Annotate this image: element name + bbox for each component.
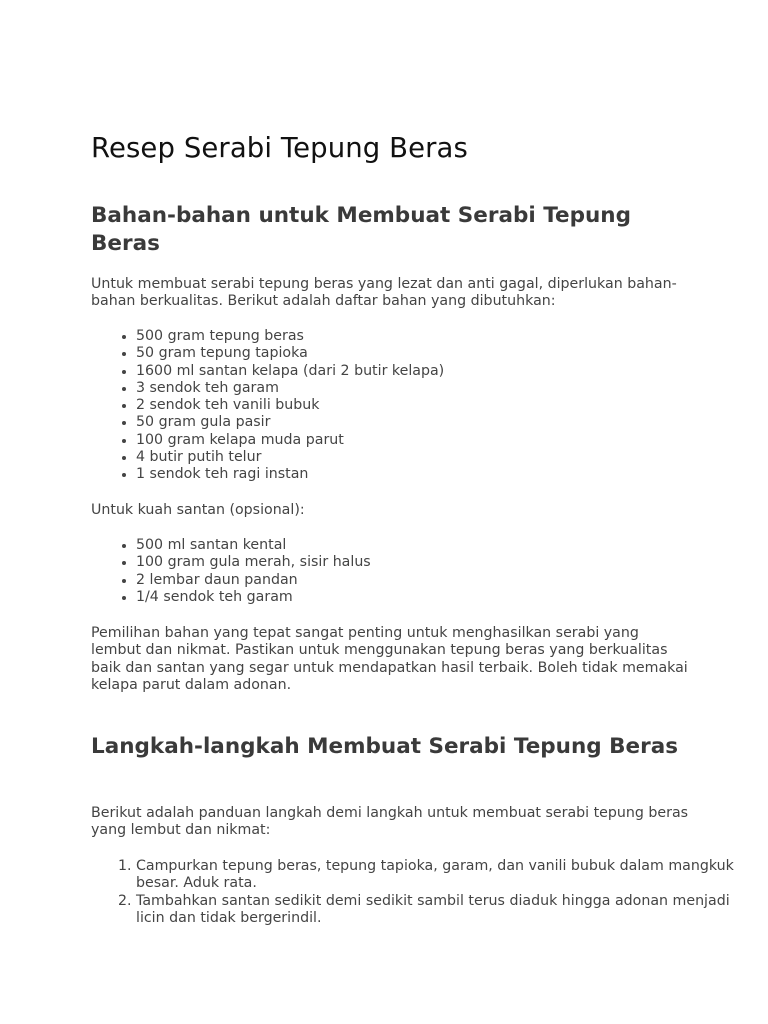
list-item: • 4 butir putih telur — [136, 449, 736, 466]
sauce-ingredients-list — [91, 537, 736, 606]
steps-list — [91, 858, 736, 927]
list-item: • 2 lembar daun pandan — [136, 572, 736, 589]
list-item: • 1600 ml santan kelapa (dari 2 butir kelapa) — [136, 363, 736, 380]
ingredients-list — [91, 328, 736, 484]
page-title: Resep Serabi Tepung Beras — [91, 132, 468, 164]
ingredients-intro: Untuk membuat serabi tepung beras yang lezat dan anti gagal, diperlukan bahan-bahan berkualitas. Berikut adalah daftar bahan yang dibutuhkan: — [91, 276, 677, 310]
ingredients-closing: Pemilihan bahan yang tepat sangat penting untuk menghasilkan serabi yang lembut dan nikmat. Pastikan untuk menggunakan tepung beras yang berkualitas baik dan santan yang segar untuk mendapatkan hasil terbaik. Boleh tidak memakai kelapa parut dalam adonan. — [91, 625, 688, 693]
steps-intro: Berikut adalah panduan langkah demi langkah untuk membuat serabi tepung beras yang lembut dan nikmat: — [91, 805, 689, 839]
list-item: • 500 gram tepung beras — [136, 328, 736, 345]
list-item: 2. Tambahkan santan sedikit demi sedikit sambil terus diaduk hingga adonan menjadi licin dan tidak bergerindil. — [136, 893, 736, 928]
list-item: • 3 sendok teh garam — [136, 380, 736, 397]
list-item: • 100 gram kelapa muda parut — [136, 432, 736, 449]
list-item: 1. Campurkan tepung beras, tepung tapioka, garam, dan vanili bubuk dalam mangkuk besar. Aduk rata. — [136, 858, 736, 893]
list-item: • 1/4 sendok teh garam — [136, 589, 736, 606]
list-item: • 2 sendok teh vanili bubuk — [136, 397, 736, 414]
list-item: • 50 gram gula pasir — [136, 414, 736, 431]
section-heading-ingredients: Bahan-bahan untuk Membuat Serabi Tepung Beras — [91, 203, 631, 256]
list-item: • 500 ml santan kental — [136, 537, 736, 554]
section-heading-steps: Langkah-langkah Membuat Serabi Tepung Beras — [91, 734, 679, 759]
sauce-label: Untuk kuah santan (opsional): — [91, 502, 305, 518]
list-item: • 1 sendok teh ragi instan — [136, 466, 736, 483]
list-item: • 50 gram tepung tapioka — [136, 345, 736, 362]
list-item: • 100 gram gula merah, sisir halus — [136, 554, 736, 571]
